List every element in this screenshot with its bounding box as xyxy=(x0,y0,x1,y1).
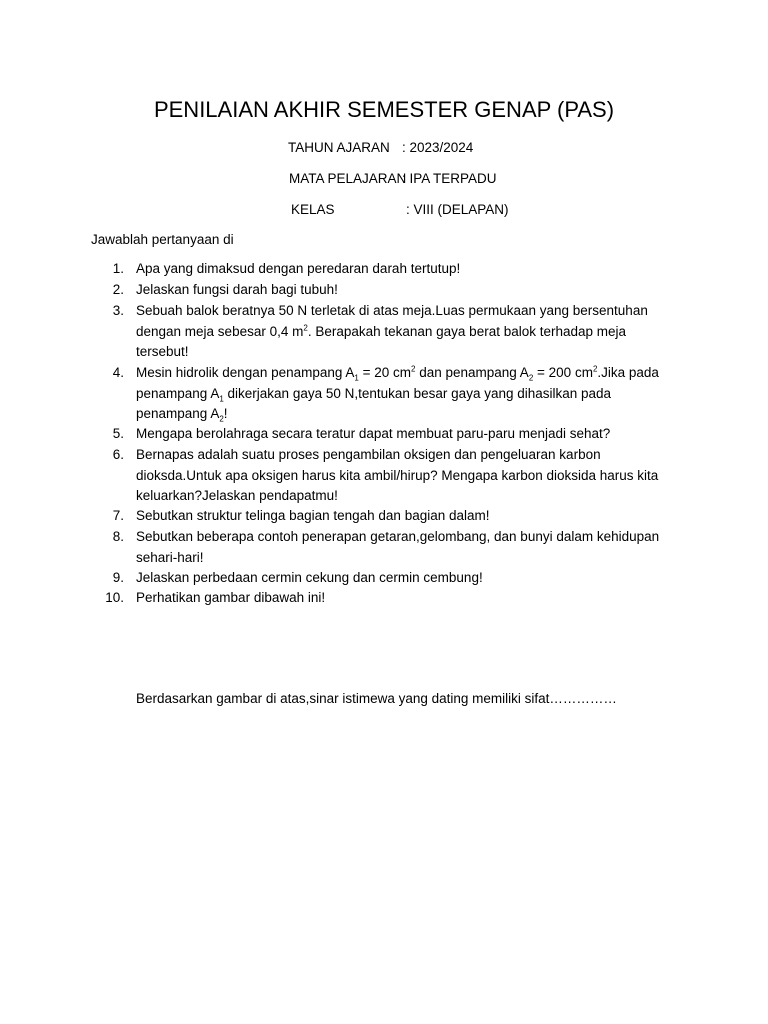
question-number: 1. xyxy=(112,261,124,276)
superscript: 2 xyxy=(303,323,308,332)
superscript: 2 xyxy=(411,364,416,374)
question-text xyxy=(136,363,676,425)
superscript: 2 xyxy=(592,364,598,374)
question-text: Sebutkan struktur telinga bagian tengah dan bagian dalam! xyxy=(136,508,490,523)
text-segment: = 20 cm xyxy=(358,365,412,380)
question-number: 7. xyxy=(112,508,124,523)
question-number: 5. xyxy=(112,426,124,441)
meta-value: : 2023/2024 xyxy=(402,140,474,155)
subscript: 1 xyxy=(354,373,359,383)
question-number: 10. xyxy=(105,590,124,605)
meta-label: KELAS xyxy=(291,202,335,217)
question-number: 8. xyxy=(112,529,124,544)
question-text: Jelaskan perbedaan cermin cekung dan cermin cembung! xyxy=(136,570,483,585)
question-text xyxy=(136,301,676,363)
text-segment: .Jika pada penampang A xyxy=(136,365,659,401)
question-text: Sebutkan beberapa contoh penerapan getaran,gelombang, dan bunyi dalam kehidupan sehari-hari! xyxy=(136,529,660,565)
page-title: PENILAIAN AKHIR SEMESTER GENAP (PAS) xyxy=(153,97,615,122)
question-number: 4. xyxy=(112,365,124,380)
text-segment: . Berapakah tekanan gaya berat balok terhadap meja tersebut! xyxy=(136,323,627,359)
question-text: Jelaskan fungsi darah bagi tubuh! xyxy=(136,282,338,297)
instruction-text: Jawablah pertanyaan di xyxy=(91,232,234,247)
text-segment: Mesin hidrolik dengan penampang A xyxy=(136,365,355,380)
text-segment: Sebuah balok beratnya 50 N terletak di atas meja.Luas permukaan yang bersentuhan dengan meja sebesar 0,4 m xyxy=(136,303,648,339)
subscript: 1 xyxy=(219,394,224,404)
question-number: 6. xyxy=(112,447,124,462)
meta-label: TAHUN AJARAN xyxy=(288,140,390,155)
subscript: 2 xyxy=(219,414,224,424)
text-segment: = 200 cm xyxy=(533,365,593,380)
meta-label: MATA PELAJARAN xyxy=(289,171,407,186)
question-text: Mengapa berolahraga secara teratur dapat membuat paru-paru menjadi sehat? xyxy=(136,426,611,441)
question-text: Bernapas adalah suatu proses pengambilan oksigen dan pengeluaran karbon dioksda.Untuk apa oksigen harus kita ambil/hirup? Mengapa karbon dioksida harus kita keluarkan?Jelaskan pendapatmu! xyxy=(136,447,659,503)
question-text: Perhatikan gambar dibawah ini! xyxy=(136,590,326,605)
meta-value: : IPA TERPADU xyxy=(402,171,497,186)
closing-prompt: Berdasarkan gambar di atas,sinar istimewa yang dating memiliki sifat…………… xyxy=(136,691,617,706)
question-number: 2. xyxy=(112,282,124,297)
subscript: 2 xyxy=(528,373,534,383)
text-segment: dan penampang A xyxy=(415,365,529,380)
text-segment: ! xyxy=(223,406,228,421)
question-number: 9. xyxy=(112,570,124,585)
question-number: 3. xyxy=(112,303,124,318)
question-text: Apa yang dimaksud dengan peredaran darah tertutup! xyxy=(136,261,461,276)
meta-value: : VIII (DELAPAN) xyxy=(406,202,509,217)
text-segment: dikerjakan gaya 50 N,tentukan besar gaya yang dihasilkan pada penampang A xyxy=(136,385,612,421)
